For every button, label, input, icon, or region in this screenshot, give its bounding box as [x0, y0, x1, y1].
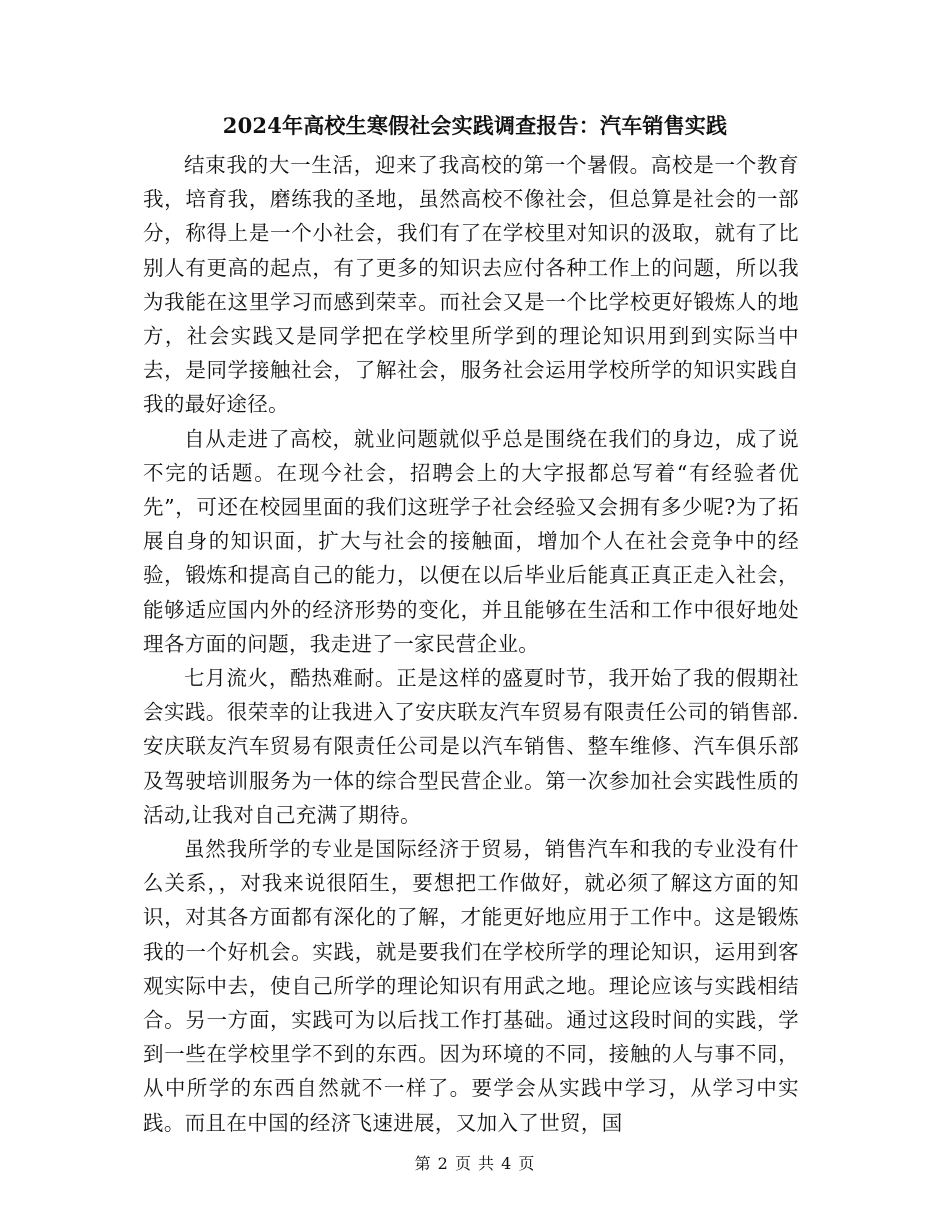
paragraph: 七月流火，酷热难耐。正是这样的盛夏时节，我开始了我的假期社会实践。很荣幸的让我进入了安庆联友汽车贸易有限责任公司的销售部.安庆联友汽车贸易有限责任公司是以汽车销售、整车维修、汽车俱乐部及驾驶培训服务为一体的综合型民营企业。第一次参加社会实践性质的活动,让我对自己充满了期待。	[143, 666, 799, 827]
paragraph: 虽然我所学的专业是国际经济于贸易，销售汽车和我的专业没有什么关系，，对我来说很陌生，要想把工作做好，就必须了解这方面的知识，对其各方面都有深化的了解，才能更好地应用于工作中。这是锻炼我的一个好机会。实践，就是要我们在学校所学的理论知识，运用到客观实际中去，使自己所学的理论知识有用武之地。理论应该与实践相结合。另一方面，实践可为以后找工作打基础。通过这段时间的实践，学到一些在学校里学不到的东西。因为环境的不同，接触的人与事不同，从中所学的东西自然就不一样了。要学会从实践中学习，从学习中实践。而且在中国的经济飞速进展，又加入了世贸，国	[143, 837, 799, 1135]
document-title: 2024年高校生寒假社会实践调查报告：汽车销售实践	[222, 113, 728, 138]
document-body	[143, 148, 799, 1140]
paragraph: 结束我的大一生活，迎来了我高校的第一个暑假。高校是一个教育我，培育我，磨练我的圣地，虽然高校不像社会，但总算是社会的一部分，称得上是一个小社会，我们有了在学校里对知识的汲取，就有了比别人有更高的起点，有了更多的知识去应付各种工作上的问题，所以我为我能在这里学习而感到荣幸。而社会又是一个比学校更好锻炼人的地方，社会实践又是同学把在学校里所学到的理论知识用到到实际当中去，是同学接触社会，了解社会，服务社会运用学校所学的知识实践自我的最好途径。	[143, 153, 799, 417]
page-number-footer: 第 2 页 共 4 页	[414, 1154, 536, 1173]
paragraph: 自从走进了高校，就业问题就似乎总是围绕在我们的身边，成了说不完的话题。在现今社会，招聘会上的大字报都总写着“有经验者优先”，可还在校园里面的我们这班学子社会经验又会拥有多少呢?为了拓展自身的知识面，扩大与社会的接触面，增加个人在社会竞争中的经验，锻炼和提高自己的能力，以便在以后毕业后能真正真正走入社会，能够适应国内外的经济形势的变化，并且能够在生活和工作中很好地处理各方面的问题，我走进了一家民营企业。	[143, 426, 799, 656]
